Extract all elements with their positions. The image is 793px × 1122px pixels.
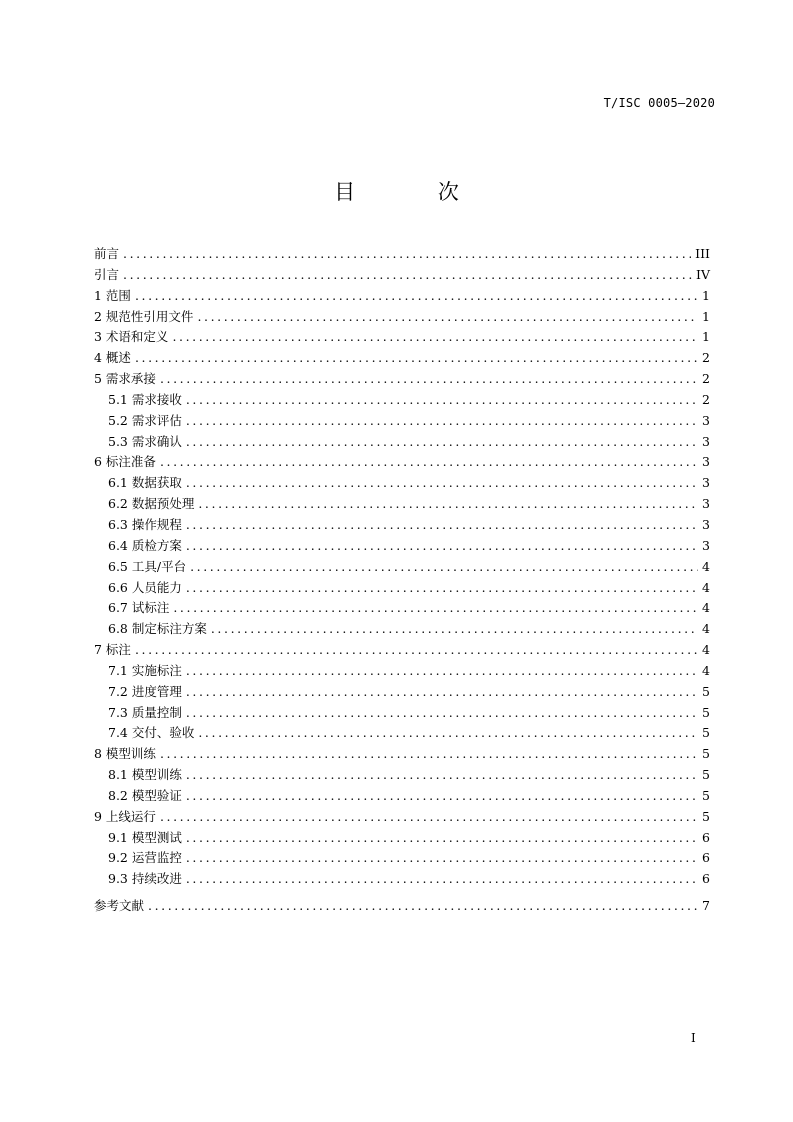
toc-dot-leader [160, 746, 698, 761]
toc-dot-leader [160, 809, 698, 824]
toc-entry-label: 7.1 实施标注 [108, 662, 182, 678]
toc-entry-label: 8.1 模型训练 [108, 767, 182, 783]
toc-entry[interactable] [94, 869, 710, 890]
toc-entry-page: 5 [702, 725, 710, 741]
toc-entry[interactable] [94, 432, 710, 453]
toc-dot-leader [211, 621, 698, 636]
toc-entry-label: 6 标注准备 [94, 454, 156, 470]
toc-entry-page: 3 [702, 475, 710, 491]
toc-dot-leader [186, 538, 698, 553]
toc-dot-leader [186, 830, 698, 845]
toc-dot-leader [135, 350, 698, 365]
toc-entry-label: 7.4 交付、验收 [108, 725, 195, 741]
toc-dot-leader [186, 871, 698, 886]
toc-entry-page: 2 [702, 350, 710, 366]
toc-entry-page: 3 [702, 454, 710, 470]
toc-entry-label: 9.3 持续改进 [108, 871, 182, 887]
toc-dot-leader [135, 642, 698, 657]
toc-dot-leader [190, 559, 698, 574]
toc-entry-page: 5 [702, 683, 710, 699]
toc-entry[interactable] [94, 619, 710, 640]
toc-entry-label: 6.1 数据获取 [108, 475, 182, 491]
toc-entry-label: 6.5 工具/平台 [108, 558, 187, 574]
toc-entry-label: 3 术语和定义 [94, 329, 169, 345]
toc-entry[interactable] [94, 661, 710, 682]
document-code: T/ISC 0005—2020 [603, 96, 715, 110]
toc-entry-label: 9.1 模型测试 [108, 829, 182, 845]
toc-entry-page: 5 [702, 767, 710, 783]
toc-dot-leader [160, 454, 698, 469]
toc-entry-label: 6.3 操作规程 [108, 516, 182, 532]
toc-entry[interactable] [94, 411, 710, 432]
toc-entry[interactable] [94, 848, 710, 869]
toc-title: 目 次 [334, 180, 497, 204]
toc-entry-page: III [695, 246, 710, 261]
toc-entry-page: 7 [702, 898, 710, 914]
toc-dot-leader [186, 850, 698, 865]
toc-entry-page: 4 [702, 662, 710, 678]
toc-dot-leader [186, 434, 698, 449]
toc-entry[interactable] [94, 515, 710, 536]
toc-entry[interactable] [94, 703, 710, 724]
toc-entry[interactable] [94, 578, 710, 599]
toc-entry-page: 5 [702, 787, 710, 803]
toc-entry-label: 7.2 进度管理 [108, 683, 182, 699]
toc-entry-label: 6.8 制定标注方案 [108, 621, 207, 637]
toc-entry-label: 7 标注 [94, 642, 131, 658]
toc-entry[interactable] [94, 598, 710, 619]
toc-entry-page: 2 [702, 391, 710, 407]
toc-entry-label: 5.3 需求确认 [108, 433, 182, 449]
toc-entry-label: 6.6 人员能力 [108, 579, 182, 595]
toc-entry-page: 6 [702, 829, 710, 845]
toc-entry-label: 前言 [94, 246, 120, 261]
toc-entry[interactable] [94, 307, 710, 328]
toc-entry-page: 3 [702, 496, 710, 512]
toc-entry-label: 7.3 质量控制 [108, 704, 182, 720]
toc-entry-label: 9 上线运行 [94, 808, 156, 824]
toc-entry-label: 2 规范性引用文件 [94, 308, 194, 324]
toc-entry[interactable] [94, 640, 710, 661]
toc-entry-page: IV [696, 266, 710, 282]
toc-entry-page: 1 [702, 329, 710, 345]
toc-dot-leader [186, 663, 698, 678]
toc-entry-page: 5 [702, 746, 710, 762]
toc-entry[interactable] [94, 286, 710, 307]
toc-entry-label: 5.2 需求评估 [108, 412, 182, 428]
toc-dot-leader [160, 371, 698, 386]
toc-dot-leader [186, 413, 698, 428]
toc-entry-label: 1 范围 [94, 287, 131, 303]
toc-entry[interactable] [94, 765, 710, 786]
toc-entry-label: 参考文献 [94, 898, 145, 914]
toc-entry-page: 4 [702, 600, 710, 616]
toc-entry[interactable] [94, 807, 710, 828]
toc-entry-page: 4 [702, 621, 710, 637]
toc-entry[interactable] [94, 244, 710, 265]
toc-entry[interactable] [94, 473, 710, 494]
toc-entry[interactable] [94, 896, 710, 917]
toc-dot-leader [198, 496, 698, 511]
toc-entry[interactable] [94, 327, 710, 348]
toc-entry[interactable] [94, 348, 710, 369]
toc-dot-leader [135, 288, 698, 303]
toc-entry[interactable] [94, 494, 710, 515]
toc-entry-page: 4 [702, 642, 710, 658]
toc-entry-page: 1 [702, 308, 710, 324]
toc-dot-leader [123, 267, 692, 282]
toc-dot-leader [186, 767, 698, 782]
toc-dot-leader [186, 392, 698, 407]
toc-dot-leader [186, 684, 698, 699]
toc-entry[interactable] [94, 369, 710, 390]
toc-entry[interactable] [94, 744, 710, 765]
toc-entry[interactable] [94, 723, 710, 744]
toc-entry[interactable] [94, 557, 710, 578]
toc-entry-page: 4 [702, 558, 710, 574]
toc-entry-page: 6 [702, 850, 710, 866]
toc-dot-leader [198, 725, 698, 740]
toc-entry[interactable] [94, 536, 710, 557]
toc-entry[interactable] [94, 265, 710, 286]
toc-dot-leader [123, 246, 691, 261]
toc-entry-page: 6 [702, 871, 710, 887]
toc-entry-page: 3 [702, 412, 710, 428]
toc-entry-page: 5 [702, 808, 710, 824]
toc-entry-label: 8.2 模型验证 [108, 787, 182, 803]
toc-entry[interactable] [94, 828, 710, 849]
toc-dot-leader [186, 517, 698, 532]
table-of-contents [94, 244, 710, 917]
toc-dot-leader [186, 705, 698, 720]
toc-entry-label: 引言 [94, 266, 120, 282]
toc-entry-page: 4 [702, 579, 710, 595]
toc-dot-leader [186, 580, 698, 595]
toc-entry[interactable] [94, 452, 710, 473]
toc-entry[interactable] [94, 390, 710, 411]
toc-entry[interactable] [94, 682, 710, 703]
toc-entry-label: 5.1 需求接收 [108, 391, 182, 407]
toc-dot-leader [148, 898, 698, 913]
toc-dot-leader [172, 329, 698, 344]
toc-dot-leader [173, 600, 698, 615]
toc-entry-page: 5 [702, 704, 710, 720]
toc-entry-page: 3 [702, 433, 710, 449]
toc-entry-label: 4 概述 [94, 350, 131, 366]
page-number: I [691, 1031, 696, 1045]
toc-entry-label: 8 模型训练 [94, 746, 156, 762]
toc-entry-page: 3 [702, 516, 710, 532]
toc-dot-leader [186, 788, 698, 803]
toc-entry-page: 2 [702, 371, 710, 387]
toc-entry-page: 1 [702, 287, 710, 303]
toc-entry-label: 6.7 试标注 [108, 600, 170, 616]
toc-entry-label: 6.4 质检方案 [108, 537, 182, 553]
toc-entry-label: 6.2 数据预处理 [108, 496, 195, 512]
toc-entry-label: 9.2 运营监控 [108, 850, 182, 866]
toc-entry-label: 5 需求承接 [94, 371, 156, 387]
toc-dot-leader [186, 475, 698, 490]
toc-dot-leader [197, 309, 698, 324]
toc-entry-page: 3 [702, 537, 710, 553]
toc-entry[interactable] [94, 786, 710, 807]
